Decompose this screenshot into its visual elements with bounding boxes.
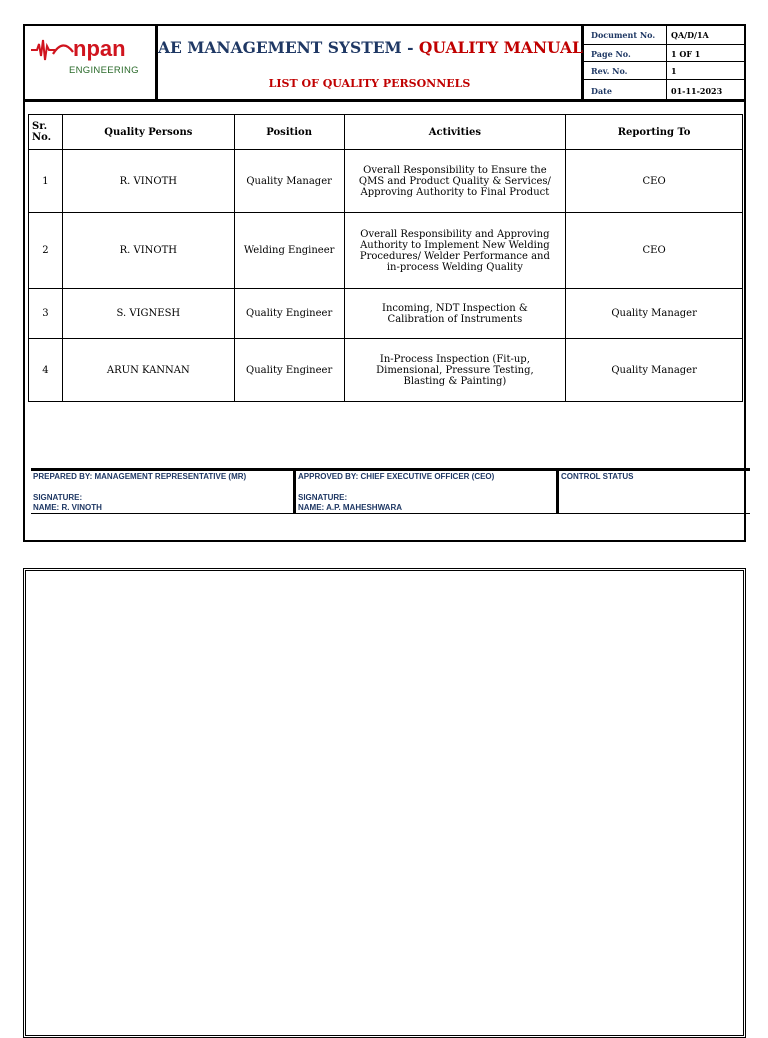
meta-key: Document No.	[591, 30, 656, 40]
cell-activities	[344, 289, 566, 339]
document-page	[23, 24, 746, 542]
activity-line: Blasting & Painting)	[403, 375, 507, 387]
meta-key: Rev. No.	[591, 66, 628, 76]
document-header	[25, 26, 744, 102]
cell-person: R. VINOTH	[62, 213, 234, 289]
activity-line: Authority to Implement New Welding	[360, 239, 550, 251]
header-sr-no	[29, 115, 63, 150]
header-activities: Activities	[344, 115, 566, 150]
cell-sr: 1	[29, 150, 63, 213]
header-reporting-to: Reporting To	[566, 115, 743, 150]
cell-reporting: CEO	[566, 213, 743, 289]
cell-activities	[344, 213, 566, 289]
cell-sr: 3	[29, 289, 63, 339]
activity-line: Calibration of Instruments	[387, 313, 523, 325]
prepared-signature: SIGNATURE:	[33, 493, 83, 502]
quality-personnel-table	[28, 114, 743, 402]
table-row	[29, 339, 743, 402]
prepared-by-cell	[31, 471, 293, 514]
header-sr-line2: No.	[32, 132, 52, 143]
meta-row-rev-no	[584, 62, 744, 80]
cell-sr: 4	[29, 339, 63, 402]
logo-text: npan	[73, 36, 126, 61]
title-manual: QUALITY MANUAL	[418, 38, 583, 57]
cell-reporting: Quality Manager	[566, 289, 743, 339]
meta-key: Date	[591, 86, 612, 96]
blank-page	[23, 568, 746, 1038]
title-cell	[158, 26, 584, 99]
activity-line: Approving Authority to Final Product	[360, 186, 550, 198]
meta-value: 01-11-2023	[671, 86, 723, 96]
activity-line: Overall Responsibility and Approving	[360, 228, 550, 240]
cell-person: ARUN KANNAN	[62, 339, 234, 402]
table-row	[29, 213, 743, 289]
document-meta	[584, 26, 744, 99]
meta-value: 1	[671, 66, 677, 76]
title-system: AE MANAGEMENT SYSTEM -	[158, 38, 419, 57]
document-title	[158, 38, 581, 57]
meta-row-page-no	[584, 45, 744, 62]
meta-row-date	[584, 80, 744, 99]
activity-line: Incoming, NDT Inspection &	[382, 302, 528, 314]
cell-activities	[344, 339, 566, 402]
activity-line: Dimensional, Pressure Testing,	[376, 364, 534, 376]
prepared-name: NAME: R. VINOTH	[33, 503, 102, 512]
cell-position: Quality Manager	[234, 150, 344, 213]
cell-sr: 2	[29, 213, 63, 289]
npan-engineering-logo	[29, 32, 155, 66]
document-subtitle: LIST OF QUALITY PERSONNELS	[268, 77, 471, 90]
cell-reporting: Quality Manager	[566, 339, 743, 402]
meta-row-document-no	[584, 26, 744, 45]
cell-reporting: CEO	[566, 150, 743, 213]
table-header-row	[29, 115, 743, 150]
cell-activities	[344, 150, 566, 213]
activity-line: Overall Responsibility to Ensure the	[363, 164, 547, 176]
control-status-cell	[559, 471, 739, 514]
table-row	[29, 289, 743, 339]
table-row	[29, 150, 743, 213]
header-sr-line1: Sr.	[32, 121, 48, 132]
approval-footer	[31, 468, 750, 514]
cell-position: Welding Engineer	[234, 213, 344, 289]
cell-person: S. VIGNESH	[62, 289, 234, 339]
control-status-label: CONTROL STATUS	[561, 472, 634, 481]
activity-line: In-Process Inspection (Fit-up,	[379, 353, 530, 365]
meta-value: QA/D/1A	[671, 30, 709, 40]
cell-person: R. VINOTH	[62, 150, 234, 213]
approved-name: NAME: A.P. MAHESHWARA	[298, 503, 403, 512]
meta-key: Page No.	[591, 49, 631, 59]
cell-position: Quality Engineer	[234, 289, 344, 339]
approved-by-cell	[296, 471, 556, 514]
prepared-by-label: PREPARED BY: MANAGEMENT REPRESENTATIVE (MR)	[33, 472, 247, 481]
logo-cell	[25, 26, 158, 99]
header-quality-persons: Quality Persons	[62, 115, 234, 150]
meta-value: 1 OF 1	[671, 49, 701, 59]
header-position: Position	[234, 115, 344, 150]
logo-subtitle: ENGINEERING	[69, 65, 139, 76]
cell-position: Quality Engineer	[234, 339, 344, 402]
activity-line: QMS and Product Quality & Services/	[358, 175, 551, 187]
activity-line: in-process Welding Quality	[386, 261, 523, 273]
activity-line: Procedures/ Welder Performance and	[359, 250, 550, 262]
approved-signature: SIGNATURE:	[298, 493, 348, 502]
approved-by-label: APPROVED BY: CHIEF EXECUTIVE OFFICER (CEO)	[298, 472, 495, 481]
